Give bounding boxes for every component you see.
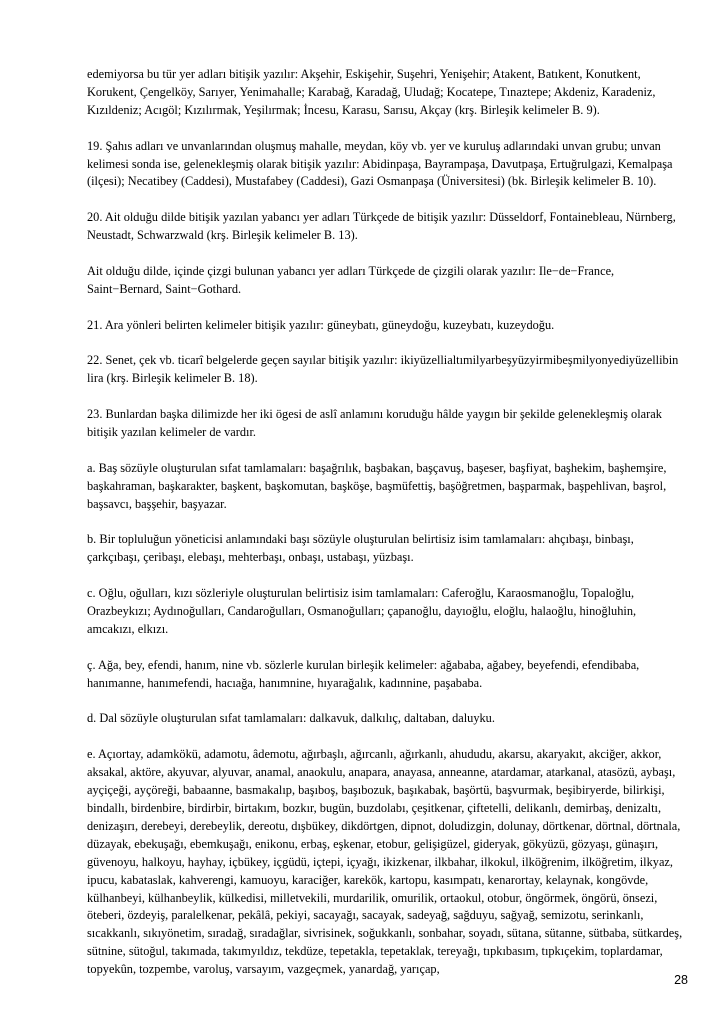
paragraph-rule-23: 23. Bunlardan başka dilimizde her iki ögesi de aslî anlamını koruduğu hâlde yaygın bir şekilde gelenekleşmiş olarak bitişik yazılan kelimeler de vardır. xyxy=(87,407,662,440)
page-number: 28 xyxy=(674,973,688,987)
paragraph-rule-23-c: c. Oğlu, oğulları, kızı sözleriyle oluşturulan belirtisiz isim tamlamaları: Caferoğlu, Karaosmanoğlu, Topaloğlu, Orazbeykızı; Aydınoğulları, Candaroğulları, Osmanoğulları; çapanoğlu, dayıoğlu, eloğlu, halaoğlu, hinoğluhin, amcakızı, elkızı. xyxy=(87,586,637,636)
paragraph-continuation-place-names: edemiyorsa bu tür yer adları bitişik yazılır: Akşehir, Eskişehir, Suşehri, Yenişehir; Atakent, Batıkent, Konutkent, Korukent, Çengelköy, Sarıyer, Yenimahalle; Karabağ, Karadağ, Uludağ; Kocatepe, Tınaztepe; Akdeniz, Karadeniz, Kızıldeniz; Acıgöl; Kızılırmak, Yeşilırmak; İncesu, Karasu, Sarısu, Akçay (krş. Birleşik kelimeler B. 9). xyxy=(87,67,656,117)
document-body xyxy=(87,66,685,997)
paragraph-rule-23-d: d. Dal sözüyle oluşturulan sıfat tamlamaları: dalkavuk, dalkılıç, daltaban, daluyku. xyxy=(87,711,495,726)
paragraph-rule-20: 20. Ait olduğu dilde bitişik yazılan yabancı yer adları Türkçede de bitişik yazılır: Düsseldorf, Fontainebleau, Nürnberg, Neustadt, Schwarzwald (krş. Birleşik kelimeler B. 13). xyxy=(87,210,676,243)
paragraph-rule-23-b: b. Bir topluluğun yöneticisi anlamındaki başı sözüyle oluşturulan belirtisiz isim tamlamaları: ahçıbaşı, binbaşı, çarkçıbaşı, çeribaşı, elebaşı, mehterbaşı, onbaşı, ustabaşı, yüzbaşı. xyxy=(87,532,634,565)
paragraph-rule-22: 22. Senet, çek vb. ticarî belgelerde geçen sayılar bitişik yazılır: ikiyüzellialtımilyarbeşyüzyirmibeşmilyonyediyüzellibin lira (krş. Birleşik kelimeler B. 18). xyxy=(87,353,679,386)
paragraph-rule-23-a: a. Baş sözüyle oluşturulan sıfat tamlamaları: başağrılık, başbakan, başçavuş, başeser, başfiyat, başhekim, başhemşire, başkahraman, başkarakter, başkent, başkomutan, başköşe, başmüfettiş, başöğretmen, başparmak, başpehlivan, başrol, başsavcı, başşehir, başyazar. xyxy=(87,460,667,511)
paragraph-rule-21: 21. Ara yönleri belirten kelimeler bitişik yazılır: güneybatı, güneydoğu, kuzeybatı, kuzeydoğu. xyxy=(87,317,555,332)
paragraph-rule-23-e: e. Açıortay, adamkökü, adamotu, âdemotu, ağırbaşlı, ağırcanlı, ağırkanlı, ahududu, akarsu, akaryakıt, akciğer, akkor, aksakal, aktöre, akyuvar, alyuvar, anamal, anaokulu, anapara, anayasa, anneanne, atardamar, atarkanal, atasözü, aybaşı, ayçiçeği, ayçöreği, babaanne, basmakalıp, başıboş, başıbozuk, başıkabak, başörtü, başvurmak, beşibiryerde, bilirkişi, bindallı, birdenbire, birdirbir, birtakım, bozkır, bugün, buzdolabı, çeşitkenar, çiftetelli, delikanlı, demirbaş, denizaltı, denizaşırı, derebeyi, derebeylik, dereotu, dışbükey, dikdörtgen, dipnot, doludizgin, dolunay, dörtkenar, dörtnal, dörtnala, düzayak, ebekuşağı, ebemkuşağı, enikonu, erbaş, eşkenar, etobur, gelişigüzel, gideryak, gökyüzü, gözyaşı, günaşırı, güvenoyu, halkoyu, hayhay, içbükey, içgüdü, içtepi, içyağı, ikizkenar, ilkbahar, ilkokul, ilköğrenim, ilköğretim, ilkyaz, ipucu, kabataslak, kahverengi, kamuoyu, karaciğer, karekök, kartopu, kasımpatı, kenarortay, kelaynak, kongövde, külhanbeyi, külhanbeylik, külkedisi, milletvekili, murdarilik, omurilik, ortaokul, otobur, öngörmek, öngörü, önsezi, öteberi, özdeyiş, paralelkenar, pekâlâ, pekiyi, sacayağı, sacayak, sadeyağ, sağduyu, sağyağ, semizotu, serinkanlı, sıcakkanlı, sıkıyönetim, sıradağ, sıradağlar, sivrisinek, soğukkanlı, sonbahar, soyadı, sütana, sütanne, sütbaba, sütkardeş, sütnine, sütoğul, takımada, takımyıldız, tekdüze, tepetakla, tepetaklak, tereyağı, tıpkıbasım, tıpkıçekim, toplardamar, topyekûn, tozpembe, varoluş, varsayım, vazgeçmek, yanardağ, yarıçap, xyxy=(87,747,683,977)
paragraph-rule-23-c-cedilla: ç. Ağa, bey, efendi, hanım, nine vb. sözlerle kurulan birleşik kelimeler: ağababa, ağabey, beyefendi, efendibaba, hanımanne, hanımefendi, hacıağa, hanımnine, hıyarağalık, kadınnine, paşababa. xyxy=(87,657,640,690)
paragraph-rule-19: 19. Şahıs adları ve unvanlarından oluşmuş mahalle, meydan, köy vb. yer ve kuruluş adlarındaki unvan grubu; unvan kelimesi sonda ise, gelenekleşmiş olarak bitişik yazılır: Abidinpaşa, Bayrampaşa, Davutpaşa, Ertuğrulgazi, Kemalpaşa (ilçesi); Necatibey (Caddesi), Mustafabey (Caddesi), Gazi Osmanpaşa (Üniversitesi) (bk. Birleşik kelimeler B. 10). xyxy=(87,138,673,189)
paragraph-rule-20-hyphenated: Ait olduğu dilde, içinde çizgi bulunan yabancı yer adları Türkçede de çizgili olarak yazılır: Ile−de−France, Saint−Bernard, Saint−Gothard. xyxy=(87,263,615,296)
